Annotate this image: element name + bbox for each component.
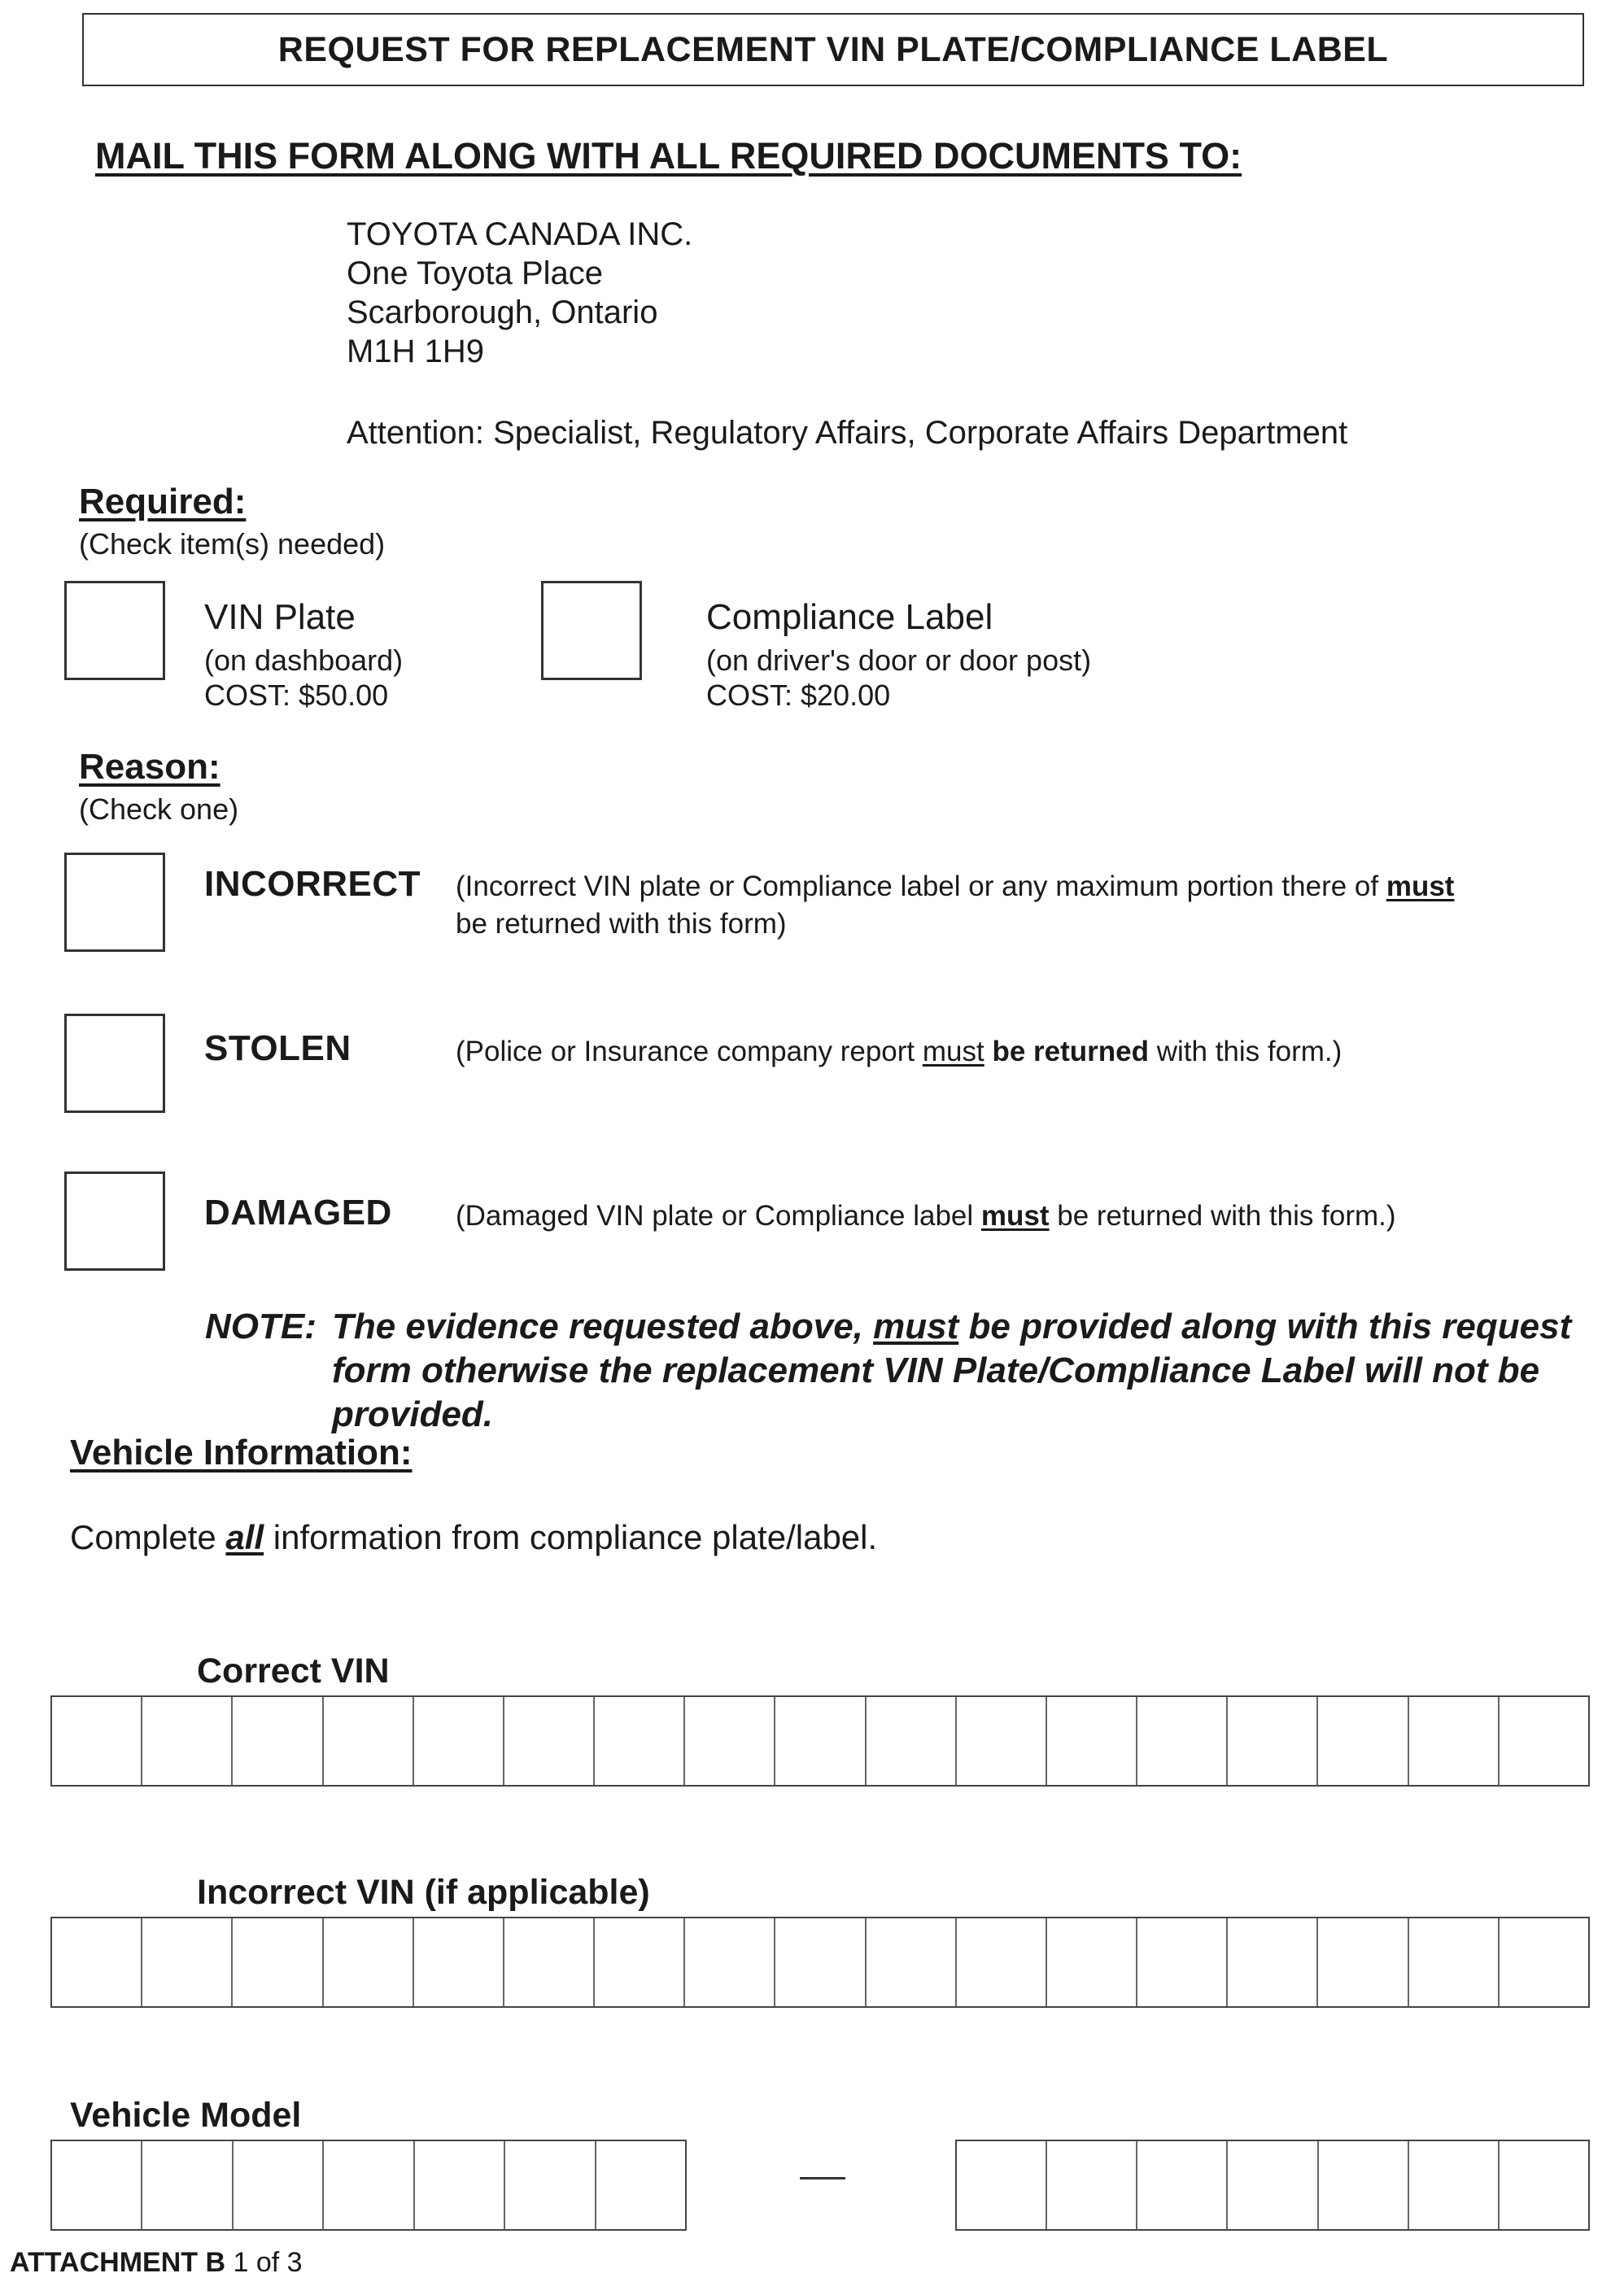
- attachment-label: ATTACHMENT B: [10, 2247, 226, 2278]
- vehicle-model-suffix-char-4[interactable]: [1226, 2141, 1316, 2229]
- correct-vin-char-14[interactable]: [1226, 1697, 1316, 1785]
- required-instruction: (Check item(s) needed): [79, 527, 386, 561]
- correct-vin-char-8[interactable]: [683, 1697, 774, 1785]
- correct-vin-char-4[interactable]: [322, 1697, 413, 1785]
- incorrect-description: (Incorrect VIN plate or Compliance label or any maximum portion there of must be returned with this form): [456, 870, 1455, 940]
- correct-vin-char-6[interactable]: [503, 1697, 593, 1785]
- vehicle-model-suffix-char-6[interactable]: [1408, 2141, 1498, 2229]
- incorrect-vin-label: Incorrect VIN (if applicable): [197, 1873, 650, 1912]
- vehicle-info-instruction: Complete all information from compliance plate/label.: [70, 1518, 878, 1556]
- incorrect-checkbox[interactable]: [64, 853, 165, 952]
- incorrect-vin-char-11[interactable]: [955, 1918, 1046, 2006]
- address-line-1: TOYOTA CANADA INC.: [347, 216, 693, 252]
- incorrect-vin-char-5[interactable]: [413, 1918, 503, 2006]
- incorrect-label: INCORRECT: [204, 864, 421, 904]
- address-line-3: Scarborough, Ontario: [347, 295, 658, 330]
- vehicle-model-char-2[interactable]: [141, 2141, 231, 2229]
- incorrect-vin-char-1[interactable]: [52, 1918, 141, 2006]
- stolen-description: (Police or Insurance company report must be returned with this form.): [456, 1036, 1342, 1067]
- compliance-label-location: (on driver's door or door post): [706, 644, 1092, 677]
- incorrect-vin-char-8[interactable]: [683, 1918, 774, 2006]
- correct-vin-char-11[interactable]: [955, 1697, 1046, 1785]
- incorrect-vin-char-14[interactable]: [1226, 1918, 1316, 2006]
- correct-vin-char-2[interactable]: [141, 1697, 231, 1785]
- vehicle-info-heading: Vehicle Information:: [70, 1433, 413, 1473]
- vehicle-model-char-7[interactable]: [595, 2141, 685, 2229]
- vehicle-model-suffix-char-3[interactable]: [1136, 2141, 1226, 2229]
- damaged-description: (Damaged VIN plate or Compliance label must be returned with this form.): [456, 1200, 1396, 1232]
- correct-vin-char-1[interactable]: [52, 1697, 141, 1785]
- correct-vin-char-10[interactable]: [865, 1697, 955, 1785]
- note-label: NOTE:: [205, 1307, 317, 1346]
- correct-vin-grid: [50, 1695, 1590, 1787]
- correct-vin-char-17[interactable]: [1498, 1697, 1588, 1785]
- vin-plate-location: (on dashboard): [204, 644, 404, 677]
- incorrect-vin-char-7[interactable]: [593, 1918, 683, 2006]
- vehicle-model-suffix-char-7[interactable]: [1498, 2141, 1588, 2229]
- compliance-label-checkbox[interactable]: [541, 581, 642, 680]
- damaged-checkbox[interactable]: [64, 1171, 165, 1271]
- vehicle-model-suffix-char-1[interactable]: [957, 2141, 1046, 2229]
- address-line-4: M1H 1H9: [347, 334, 484, 369]
- vehicle-model-grid-right: [955, 2140, 1590, 2231]
- vin-plate-checkbox[interactable]: [64, 581, 165, 680]
- incorrect-vin-grid: [50, 1917, 1590, 2008]
- incorrect-vin-char-2[interactable]: [141, 1918, 231, 2006]
- vehicle-model-char-3[interactable]: [232, 2141, 322, 2229]
- address-line-2: One Toyota Place: [347, 255, 604, 291]
- vehicle-model-char-4[interactable]: [322, 2141, 413, 2229]
- correct-vin-char-13[interactable]: [1136, 1697, 1226, 1785]
- damaged-label: DAMAGED: [204, 1193, 392, 1233]
- incorrect-vin-char-6[interactable]: [503, 1918, 593, 2006]
- mail-heading: MAIL THIS FORM ALONG WITH ALL REQUIRED DOCUMENTS TO:: [95, 135, 1242, 177]
- compliance-label-title: Compliance Label: [706, 597, 993, 637]
- page-number: 1 of 3: [225, 2247, 303, 2278]
- correct-vin-char-3[interactable]: [231, 1697, 321, 1785]
- stolen-label: STOLEN: [204, 1028, 351, 1068]
- form-title: REQUEST FOR REPLACEMENT VIN PLATE/COMPLIANCE LABEL: [82, 13, 1584, 86]
- incorrect-vin-char-3[interactable]: [231, 1918, 321, 2006]
- note-text: The evidence requested above, must be provided along with this request form otherwise the replacement VIN Plate/Compliance Label will not be provided.: [332, 1307, 1572, 1434]
- incorrect-vin-char-13[interactable]: [1136, 1918, 1226, 2006]
- vehicle-model-grid-left: [50, 2140, 687, 2231]
- correct-vin-char-15[interactable]: [1316, 1697, 1407, 1785]
- vehicle-model-char-6[interactable]: [504, 2141, 594, 2229]
- reason-heading: Reason:: [79, 747, 220, 787]
- vin-plate-title: VIN Plate: [204, 597, 356, 637]
- required-heading: Required:: [79, 482, 247, 521]
- attention-line: Attention: Specialist, Regulatory Affairs, Corporate Affairs Department: [347, 415, 1348, 451]
- incorrect-vin-char-4[interactable]: [322, 1918, 413, 2006]
- vehicle-model-char-5[interactable]: [413, 2141, 504, 2229]
- correct-vin-char-9[interactable]: [774, 1697, 864, 1785]
- incorrect-vin-char-15[interactable]: [1316, 1918, 1407, 2006]
- page-footer: [10, 2247, 303, 2279]
- vehicle-model-char-1[interactable]: [52, 2141, 141, 2229]
- correct-vin-char-7[interactable]: [593, 1697, 683, 1785]
- correct-vin-char-5[interactable]: [413, 1697, 503, 1785]
- incorrect-vin-char-16[interactable]: [1408, 1918, 1498, 2006]
- vehicle-model-suffix-char-5[interactable]: [1317, 2141, 1408, 2229]
- vehicle-model-label: Vehicle Model: [70, 2096, 302, 2135]
- incorrect-vin-char-17[interactable]: [1498, 1918, 1588, 2006]
- correct-vin-char-12[interactable]: [1046, 1697, 1136, 1785]
- vehicle-model-suffix-char-2[interactable]: [1046, 2141, 1136, 2229]
- model-separator-dash: [800, 2177, 845, 2179]
- correct-vin-label: Correct VIN: [197, 1651, 390, 1691]
- stolen-checkbox[interactable]: [64, 1014, 165, 1113]
- reason-instruction: (Check one): [79, 792, 239, 826]
- vin-plate-cost: COST: $50.00: [204, 678, 389, 712]
- incorrect-vin-char-9[interactable]: [774, 1918, 864, 2006]
- incorrect-vin-char-10[interactable]: [865, 1918, 955, 2006]
- incorrect-vin-char-12[interactable]: [1046, 1918, 1136, 2006]
- correct-vin-char-16[interactable]: [1408, 1697, 1498, 1785]
- compliance-label-cost: COST: $20.00: [706, 678, 891, 712]
